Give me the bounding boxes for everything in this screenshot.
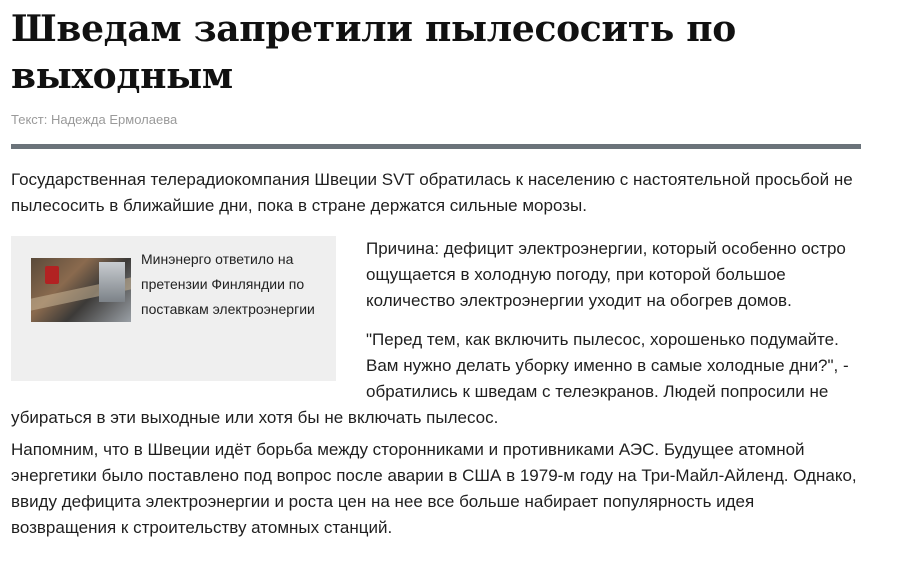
emblem-icon [45, 266, 59, 284]
related-article-thumbnail[interactable] [31, 258, 131, 322]
thumbnail-detail [99, 262, 125, 302]
article-paragraph: Напомним, что в Швеции идёт борьба между сторонниками и противниками АЭС. Будущее атомной энергетики было поставлено под вопрос после аварии в США в 1979-м году на Три-Майл-Айленд. Однако, ввиду дефицита электроэнергии и роста цен на нее все больше набирает популярность идея возвращения к строительству атомных станций. [11, 440, 857, 537]
related-article-link[interactable]: Минэнерго ответило на претензии Финляндии по поставкам электроэнергии [141, 251, 315, 317]
article-headline: Шведам запретили пылесосить по выходным [11, 8, 736, 97]
article-body [11, 236, 861, 541]
article-paragraph: "Перед тем, как включить пылесос, хорошенько подумайте. Вам нужно делать уборку именно в самые холодные дни?", - обратились к шведам с телеэкранов. Людей попросили не убираться в эти выходные или хотя бы не включать пылесос. [11, 330, 849, 427]
article [11, 0, 861, 541]
header-divider [11, 144, 861, 149]
article-paragraph: Причина: дефицит электроэнергии, который особенно остро ощущается в холодную погоду, при которой большое количество электроэнергии уходит на обогрев домов. [366, 239, 846, 310]
related-article-card[interactable] [11, 236, 336, 381]
article-lead: Государственная телерадиокомпания Швеции SVT обратилась к населению с настоятельной просьбой не пылесосить в ближайшие дни, пока в стране держатся сильные морозы. [11, 170, 853, 215]
article-byline: Текст: Надежда Ермолаева [11, 112, 178, 127]
